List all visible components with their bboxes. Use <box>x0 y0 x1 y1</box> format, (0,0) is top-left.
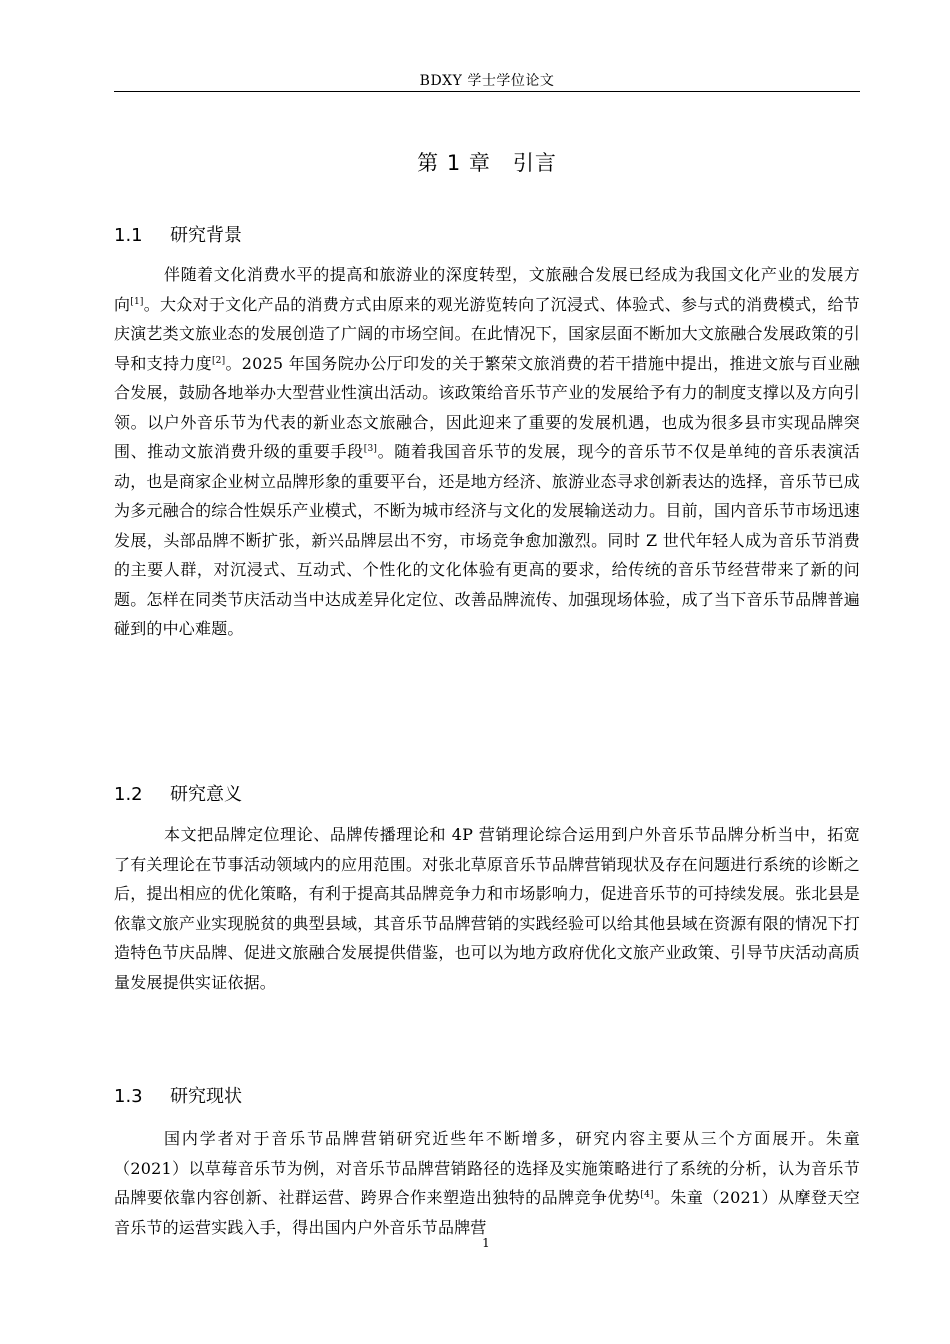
paragraph-text: 伴随着文化消费水平的提高和旅游业的深度转型，文旅融合发展已经成为我国文化产业的发展方向 <box>114 265 860 314</box>
section-number: 1.1 <box>114 225 143 246</box>
header-rule <box>114 91 860 92</box>
paragraph-text: 国内学者对于音乐节品牌营销研究近些年不断增多，研究内容主要从三个方面展开。朱童（2021）以草莓音乐节为例，对音乐节品牌营销路径的选择及实施策略进行了系统的分析，认为音乐节品牌要依靠内容创新、社群运营、跨界合作来塑造出独特的品牌竞争优势 <box>114 1129 860 1207</box>
paragraph-text: 。大众对于文化产品的消费方式由原来的观光游览转向了沉浸式、体验式、参与式的消费模式，给节庆演艺类文旅业态的发展创造了广阔的市场空间。在此情况下，国家层面不断加大文旅融合发展政策的引导和支持力度 <box>114 294 860 373</box>
paragraph-text: 。朱童（2021）从摩登天空音乐节的运营实践入手，得出国内户外音乐节品牌营 <box>114 1188 860 1237</box>
paragraph-research-status <box>114 1124 860 1242</box>
section-title: 研究现状 <box>170 1086 242 1107</box>
paragraph-text: 。随着我国音乐节的发展，现今的音乐节不仅是单纯的音乐表演活动，也是商家企业树立品牌形象的重要平台，还是地方经济、旅游业态寻求创新表达的选择，音乐节已成为多元融合的综合性娱乐产业模式，不断为城市经济与文化的发展输送动力。目前，国内音乐节市场迅速发展，头部品牌不断扩张，新兴品牌层出不穷，市场竞争愈加激烈。同时 Z 世代年轻人成为音乐节消费的主要人群，对沉浸式、互动式、个性化的文化体验有更高的要求，给传统的音乐节经营带来了新的问题。怎样在同类节庆活动当中达成差异化定位、改善品牌流传、加强现场体验，成了当下音乐节品牌普遍碰到的中心难题。 <box>114 442 860 638</box>
section-title: 研究意义 <box>170 784 242 805</box>
paragraph-research-significance <box>114 820 860 997</box>
citation: [2] <box>211 355 226 366</box>
citation: [4] <box>640 1190 654 1200</box>
paragraph-text: 本文把品牌定位理论、品牌传播理论和 4P 营销理论综合运用到户外音乐节品牌分析当中，拓宽了有关理论在节事活动领域内的应用范围。对张北草原音乐节品牌营销现状及存在问题进行系统的诊断之后，提出相应的优化策略，有利于提高其品牌竞争力和市场影响力，促进音乐节的可持续发展。张北县是依靠文旅产业实现脱贫的典型县域，其音乐节品牌营销的实践经验可以给其他县域在资源有限的情况下打造特色节庆品牌、促进文旅融合发展提供借鉴，也可以为地方政府优化文旅产业政策、引导节庆活动高质量发展提供实证依据。 <box>114 825 860 992</box>
paragraph-research-background <box>114 260 860 644</box>
section-heading-1-3 <box>114 1082 242 1108</box>
citation: [1] <box>130 296 144 307</box>
page-number: 1 <box>482 1236 490 1250</box>
running-header: BDXY 学士学位论文 <box>419 73 555 89</box>
citation: [3] <box>363 444 378 454</box>
section-title: 研究背景 <box>170 225 242 246</box>
section-number: 1.3 <box>114 1086 143 1107</box>
section-heading-1-2 <box>114 780 242 806</box>
chapter-title: 第 1 章 引言 <box>417 151 557 175</box>
section-number: 1.2 <box>114 784 143 805</box>
paragraph-text: 。2025 年国务院办公厅印发的关于繁荣文旅消费的若干措施中提出，推进文旅与百业融合发展，鼓励各地举办大型营业性演出活动。该政策给音乐节产业的发展给予有力的制度支撑以及方向引领。以户外音乐节为代表的新业态文旅融合，因此迎来了重要的发展机遇，也成为很多县市实现品牌突围、推动文旅消费升级的重要手段 <box>114 353 860 461</box>
section-heading-1-1 <box>114 221 242 247</box>
